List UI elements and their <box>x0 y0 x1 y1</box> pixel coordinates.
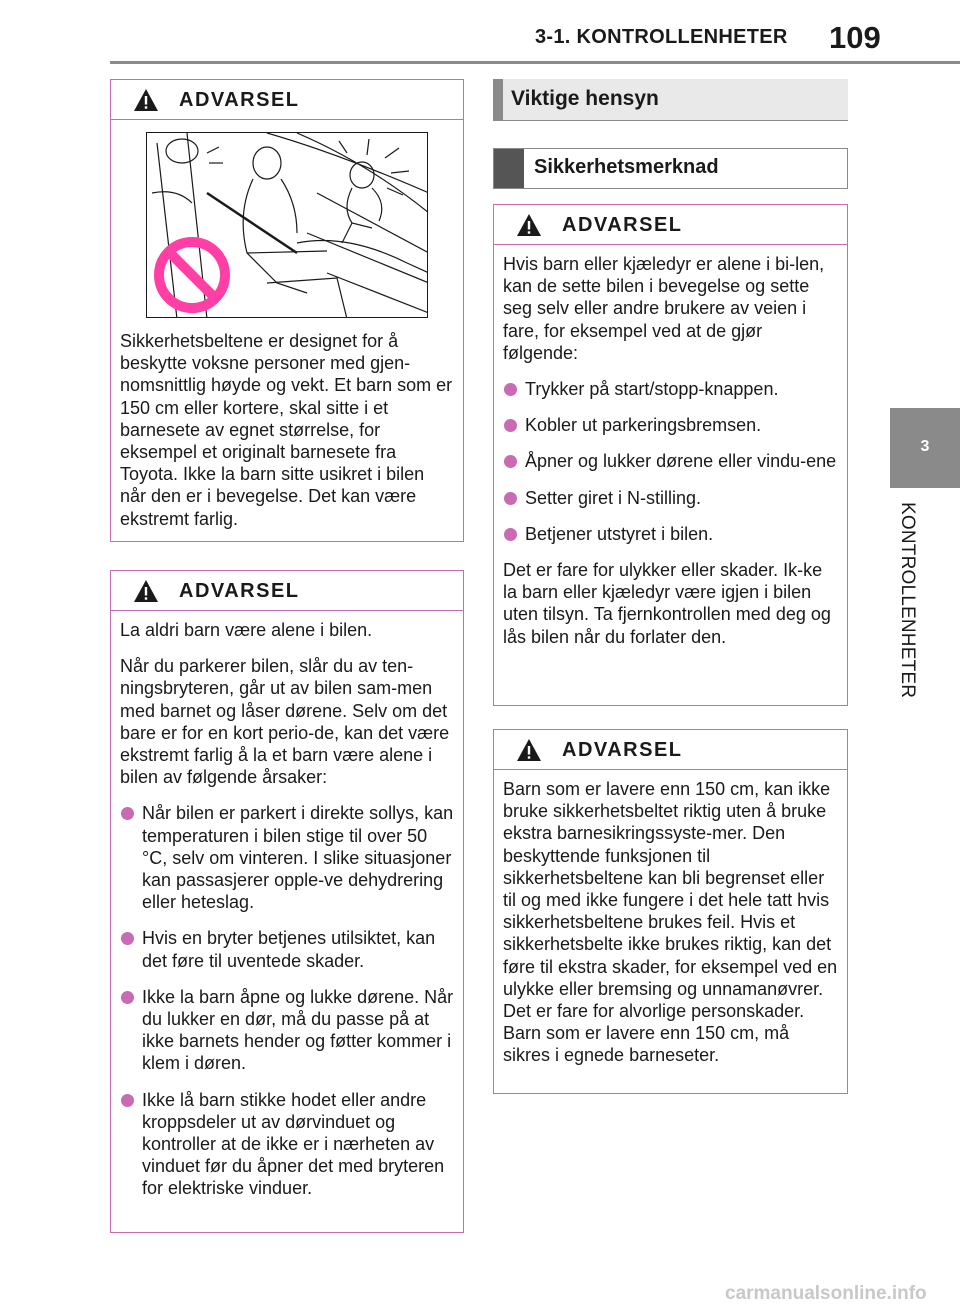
warning-box-child-height <box>493 729 848 1094</box>
warning-triangle-icon <box>516 213 542 237</box>
list-item <box>120 1089 454 1200</box>
warning-box-children-alone <box>110 570 464 1233</box>
section-title: 3-1. KONTROLLENHETER <box>535 26 788 48</box>
list-item <box>120 927 454 971</box>
list-item-text: Trykker på start/stopp-knappen. <box>525 379 779 400</box>
warning-intro: La aldri barn være alene i bilen. <box>120 620 373 640</box>
list-item <box>503 450 838 472</box>
warning-intro: Hvis barn eller kjæledyr er alene i bi-len, kan de sette bilen i bevegelse og sette seg selv eller andre brukere av veien i fare, for eksempel ved at de gjør følgende: <box>503 254 825 363</box>
header-divider <box>110 61 960 64</box>
warning-box-unattended <box>493 204 848 706</box>
subsection-heading-bar <box>494 149 524 188</box>
list-item <box>503 523 838 545</box>
warning-outro: Det er fare for ulykker eller skader. Ik-ke la barn eller kjæledyr være igjen i bilen uten tilsyn. Ta fjernkontrollen med deg og lås bilen når du forlater den. <box>503 560 831 647</box>
list-item-text: Betjener utstyret i bilen. <box>525 523 714 544</box>
warning-text: Barn som er lavere enn 150 cm, kan ikke bruke sikkerhetsbeltet riktig uten å bruke ekstra barnesikringssyste-mer. Den beskyttende funksjonen til sikkerhetsbeltene kan bli begrenset eller til og med ikke fungere i det hele tatt hvis sikkerhetsbeltene brukes feil. Hvis et sikkerhetsbelte ikke brukes riktig, kan det føre til ekstra skader, for eksempel ved en ulykke eller bremsing og unnamanøvrer. Det er fare for alvorlige personskader. Barn som er lavere enn 150 cm, må sikres i egnede barneseter. <box>503 779 838 1066</box>
warning-title: ADVARSEL <box>179 89 300 111</box>
subsection-heading-title: Sikkerhetsmerknad <box>534 156 719 178</box>
list-item <box>503 487 838 509</box>
warning-title: ADVARSEL <box>562 739 683 761</box>
bullet-icon <box>121 932 134 945</box>
bullet-icon <box>504 455 517 468</box>
chapter-number: 3 <box>920 438 930 455</box>
page-number: 109 <box>829 20 881 55</box>
warning-paragraph: Når du parkerer bilen, slår du av ten-ningsbryteren, går ut av bilen sam-men med barnet og låser dørene. Selv om det bare er for en kort perio-de, kan det være ekstremt farlig å la et barn være alene i bilen av følgende årsaker: <box>120 656 450 788</box>
warning-header <box>111 571 463 611</box>
section-heading <box>493 79 848 121</box>
bullet-icon <box>121 807 134 820</box>
list-item-text: Kobler ut parkeringsbremsen. <box>525 415 762 436</box>
bullet-icon <box>504 492 517 505</box>
chapter-tab-label <box>896 502 926 722</box>
bullet-icon <box>121 991 134 1004</box>
warning-triangle-icon <box>516 738 542 762</box>
warning-title: ADVARSEL <box>179 580 300 602</box>
bullet-icon <box>504 419 517 432</box>
bullet-icon <box>504 383 517 396</box>
warning-text: Sikkerhetsbeltene er designet for å beskytte voksne personer med gjen-nomsnittlig høyde og vekt. Et barn som er 150 cm eller kortere, skal sitte i et barnesete av egnet størrelse, for eksempel et originalt barnesete fra Toyota. Ikke la barn sitte usikret i bilen når den er i bevegelse. Det kan være ekstremt farlig. <box>120 331 453 529</box>
list-item-text: Ikke la barn åpne og lukke dørene. Når du lukker en dør, må du passe på at ikke barnets hender og føtter kommer i klem i døren. <box>142 986 454 1074</box>
list-item <box>503 378 838 400</box>
warning-triangle-icon <box>133 579 159 603</box>
warning-header <box>494 205 847 245</box>
warning-header <box>111 80 463 120</box>
warning-box-seatbelt <box>110 79 464 542</box>
list-item <box>503 414 838 436</box>
page-header <box>0 0 960 70</box>
bullet-icon <box>121 1094 134 1107</box>
warning-header <box>494 730 847 770</box>
warning-title: ADVARSEL <box>562 214 683 236</box>
chapter-tab <box>890 408 960 488</box>
watermark: carmanualsonline.info <box>725 1283 927 1304</box>
car-interior-drawing <box>147 133 428 318</box>
list-item-text: Setter giret i N-stilling. <box>525 487 702 508</box>
child-in-lap-illustration <box>146 132 428 318</box>
list-item <box>120 986 454 1075</box>
chapter-label: KONTROLLENHETER <box>897 502 918 699</box>
list-item-text: Ikke lå barn stikke hodet eller andre kroppsdeler ut av dørvinduet og kontroller at de ikke er i nærheten av vinduet før du åpner det med bryteren for elektriske vinduer. <box>142 1089 445 1199</box>
list-item-text: Hvis en bryter betjenes utilsiktet, kan det føre til uventede skader. <box>142 928 436 971</box>
bullet-icon <box>504 528 517 541</box>
subsection-heading <box>493 148 848 189</box>
list-item-text: Åpner og lukker dørene eller vindu-ene <box>525 451 837 472</box>
section-heading-bar <box>493 79 503 121</box>
list-item <box>120 802 454 913</box>
warning-triangle-icon <box>133 88 159 112</box>
list-item-text: Når bilen er parkert i direkte sollys, kan temperaturen i bilen stige til over 50 °C, selv om vinteren. I slike situasjoner kan passasjerer opple-ve dehydrering eller heteslag. <box>142 803 454 913</box>
section-heading-title: Viktige hensyn <box>511 87 659 110</box>
